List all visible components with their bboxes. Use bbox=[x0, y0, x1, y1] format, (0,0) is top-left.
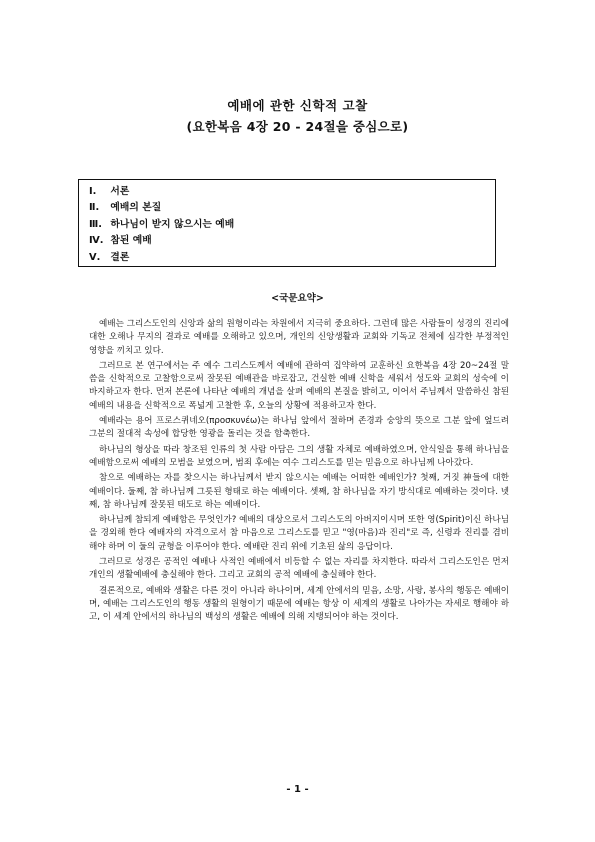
abstract-body bbox=[89, 318, 509, 627]
abstract-paragraph: 그러므로 성경은 공적인 예배나 사적인 예배에서 비등할 수 없는 자리를 차지한다. 따라서 그리스도인은 먼저 개인의 생활예배에 충실해야 한다. 그리고 교회의 공적 예배에 충실해야 한다. bbox=[89, 557, 509, 581]
abstract-paragraph: 하나님의 형상을 따라 창조된 인류의 첫 사람 아담은 그의 생활 자체로 예배하였으며, 안식일을 통해 하나님을 예배함으로써 예배의 모범을 보였으며, 범죄 후에는 여수 그리스도를 믿는 믿음으로 하나님께 나아갔다. bbox=[89, 444, 509, 468]
toc-item-label: 결론 bbox=[110, 251, 130, 263]
toc-item-1 bbox=[89, 184, 495, 200]
toc-item-5 bbox=[89, 250, 495, 266]
toc-item-label: 참된 예배 bbox=[110, 235, 152, 247]
toc-item-number: Ⅱ. bbox=[89, 202, 100, 214]
toc-item-3 bbox=[89, 217, 495, 233]
toc-item-number: Ⅲ. bbox=[89, 218, 102, 230]
table-of-contents bbox=[78, 179, 496, 267]
toc-item-4 bbox=[89, 233, 495, 249]
toc-item-number: Ⅴ. bbox=[89, 251, 101, 263]
toc-item-number: Ⅳ. bbox=[89, 235, 104, 247]
abstract-heading: <국문요약> bbox=[271, 293, 324, 304]
abstract-paragraph: 하나님께 참되게 예배함은 무엇인가? 예배의 대상으로서 그리스도의 아버지이시며 또한 영(Spirit)이신 하나님을 경외해 한다 예배자의 자격으로서 참 마음으로 그리스도를 믿고 "영(마음)과 진리"로 즉, 신령과 진리를 겸비해야 하며 이 둘의 균형을 이루어야 한다. 예배란 진리 위에 기초된 삶의 응답이다. bbox=[89, 515, 509, 552]
toc-item-2 bbox=[89, 200, 495, 216]
abstract-paragraph: 결론적으로, 예배와 생활은 다른 것이 아니라 하나이며, 세계 안에서의 믿음, 소망, 사랑, 봉사의 행동은 예배이며, 예배는 그리스도인의 행동 생활의 원형이기 때문에 예배는 항상 이 세계의 생활로 나아가는 자세로 행해야 하고, 이 세계 안에서의 하나님의 백성의 생활은 예배에 의해 지탱되어야 하는 것이다. bbox=[89, 585, 509, 623]
abstract-paragraph: 예배라는 용어 프로스퀴네오(προσκυνέω)는 하나님 앞에서 절하며 존경과 숭앙의 뜻으로 그분 앞에 엎드려 그분의 절대적 속성에 합당한 영광을 돌리는 것을 함축한다. bbox=[89, 416, 509, 440]
document-title: 예배에 관한 신학적 고찰 bbox=[227, 98, 368, 113]
page-number: - 1 - bbox=[286, 784, 309, 795]
document-subtitle: (요한복음 4장 20 - 24절을 중심으로) bbox=[186, 119, 409, 134]
toc-item-label: 서론 bbox=[110, 186, 130, 197]
toc-item-label: 예배의 본질 bbox=[110, 202, 162, 214]
abstract-paragraph: 참으로 예배하는 자를 찾으시는 하나님께서 받지 않으시는 예배는 어떠한 예배인가? 첫째, 거짓 神들에 대한 예배이다. 둘째, 참 하나님께 그릇된 형태로 하는 예배이다. 셋째, 참 하나님을 자기 방식대로 예배하는 것이다. 넷째, 참 하나님께 잘못된 태도로 하는 예배이다. bbox=[89, 473, 509, 510]
abstract-paragraph: 그러므로 본 연구에서는 주 예수 그리스도께서 예배에 관하여 집약하여 교훈하신 요한복음 4장 20~24절 말씀을 신학적으로 고찰함으로써 잘못된 예배관을 바로잡고, 건실한 예배 신학을 세워서 성도와 교회의 성숙에 이바지하고자 한다. 먼저 본론에 나타난 예배의 개념을 살펴 예배의 본질을 밝히고, 이어서 주님께서 말씀하신 참된 예배의 내용을 신학적으로 폭넓게 고찰한 후, 오늘의 상황에 적용하고자 한다. bbox=[89, 360, 509, 411]
toc-item-label: 하나님이 받지 않으시는 예배 bbox=[110, 218, 235, 230]
abstract-paragraph: 예배는 그리스도인의 신앙과 삶의 원형이라는 차원에서 지극히 중요하다. 그런데 많은 사람들이 성경의 진리에 대한 오해나 무지의 결과로 예배를 오해하고 있으며, 개인의 신앙생활과 교회와 기독교 전체에 심각한 부정적인 영향을 끼치고 있다. bbox=[89, 319, 509, 356]
toc-item-number: Ⅰ. bbox=[89, 186, 97, 197]
